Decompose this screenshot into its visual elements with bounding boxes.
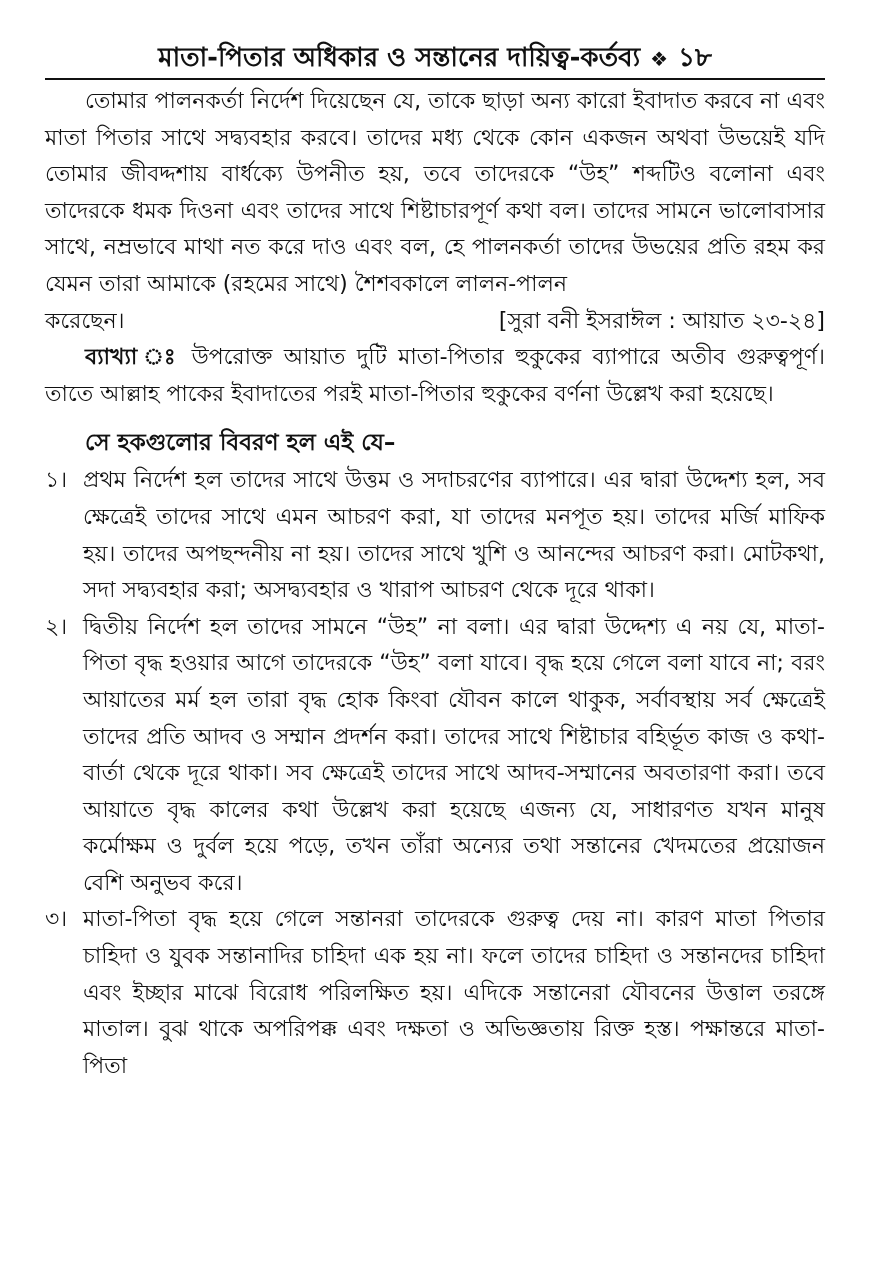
- verse-reference: [সুরা বনী ইসরাঈল : আয়াত ২৩-২৪]: [498, 308, 825, 334]
- list-item: [45, 463, 825, 609]
- explanation-paragraph: [45, 340, 825, 413]
- list-item-text: প্রথম নির্দেশ হল তাদের সাথে উত্তম ও সদাচরণের ব্যাপারে। এর দ্বারা উদ্দেশ্য হল, সব ক্ষেত্রেই তাদের সাথে এমন আচরণ করা, যা তাদের মনপূত হয়। তাদের মর্জি মাফিক হয়। তাদের অপছন্দনীয় না হয়। তাদের সাথে খুশি ও আনন্দের আচরণ করা। মোটকথা, সদা সদ্ব্যবহার করা; অসদ্ব্যবহার ও খারাপ আচরণ থেকে দূরে থাকা।: [83, 468, 825, 604]
- header-rule: [45, 78, 825, 80]
- page-number: ১৮: [678, 43, 712, 73]
- explanation-lead: ব্যাখ্যা ঃ: [85, 345, 181, 371]
- verse-source-line: [45, 304, 825, 341]
- section-subheading: সে হকগুলোর বিবরণ হল এই যে–: [85, 430, 396, 457]
- list-item: [45, 902, 825, 1085]
- diamond-icon: ❖: [650, 47, 669, 71]
- verse-translation: তোমার পালনকর্তা নির্দেশ দিয়েছেন যে, তাকে ছাড়া অন্য কারো ইবাদাত করবে না এবং মাতা পিতার সাথে সদ্ব্যবহার করবে। তাদের মধ্য থেকে কোন একজন অথবা উভয়েই যদি তোমার জীবদ্দশায় বার্ধক্যে উপনীত হয়, তবে তাদেরকে “উহ” শব্দটিও বলোনা এবং তাদেরকে ধমক দিওনা এবং তাদের সাথে শিষ্টাচারপূর্ণ কথা বল। তাদের সামনে ভালোবাসার সাথে, নম্রভাবে মাথা নত করে দাও এবং বল, হে পালনকর্তা তাদের উভয়ের প্রতি রহম কর যেমন তারা আমাকে (রহমের সাথে) শৈশবকালে লালন-পালন: [45, 89, 825, 297]
- list-item-number: ২।: [45, 614, 68, 640]
- list-item-number: ৩।: [45, 907, 68, 933]
- list-item-text: মাতা-পিতা বৃদ্ধ হয়ে গেলে সন্তানরা তাদেরকে গুরুত্ব দেয় না। কারণ মাতা পিতার চাহিদা ও যুবক সন্তানাদির চাহিদা এক হয় না। ফলে তাদের চাহিদা ও সন্তানদের চাহিদা এবং ইচ্ছার মাঝে বিরোধ পরিলক্ষিত হয়। এদিকে সন্তানেরা যৌবনের উত্তাল তরঙ্গে মাতাল। বুঝ থাকে অপরিপক্ক এবং দক্ষতা ও অভিজ্ঞতায় রিক্ত হস্ত। পক্ষান্তরে মাতা-পিতা: [83, 907, 825, 1079]
- spacer: [45, 413, 825, 423]
- list-item-text: দ্বিতীয় নির্দেশ হল তাদের সামনে “উহ” না বলা। এর দ্বারা উদ্দেশ্য এ নয় যে, মাতা-পিতা বৃদ্ধ হওয়ার আগে তাদেরকে “উহ” বলা যাবে। বৃদ্ধ হয়ে গেলে বলা যাবে না; বরং আয়াতের মর্ম হল তারা বৃদ্ধ হোক কিংবা যৌবন কালে থাকুক, সর্বাবস্থায় সর্ব ক্ষেত্রেই তাদের প্রতি আদব ও সম্মান প্রদর্শন করা। তাদের সাথে শিষ্টাচার বহির্ভূত কাজ ও কথা-বার্তা থেকে দূরে থাকা। সব ক্ষেত্রেই তাদের সাথে আদব-সম্মানের অবতারণা করা। তবে আয়াতে বৃদ্ধ কালের কথা উল্লেখ করা হয়েছে এজন্য যে, সাধারণত যখন মানুষ কর্মোক্ষম ও দুর্বল হয়ে পড়ে, তখন তাঁরা অন্যের তথা সন্তানের খেদমতের প্রয়োজন বেশি অনুভব করে।: [83, 614, 825, 896]
- explanation-text: উপরোক্ত আয়াত দুটি মাতা-পিতার হুকুকের ব্যাপারে অতীব গুরুত্বপূর্ণ। তাতে আল্লাহ পাকের ইবাদাতের পরই মাতা-পিতার হুকুকের বর্ণনা উল্লেখ করা হয়েছে।: [45, 345, 825, 407]
- list-item-number: ১।: [45, 468, 68, 494]
- verse-last-word: করেছেন।: [45, 308, 125, 334]
- page-body: [45, 84, 825, 1085]
- header-title: মাতা-পিতার অধিকার ও সন্তানের দায়িত্ব-কর্তব্য: [158, 43, 641, 73]
- list-item: [45, 610, 825, 903]
- running-header: [45, 40, 825, 78]
